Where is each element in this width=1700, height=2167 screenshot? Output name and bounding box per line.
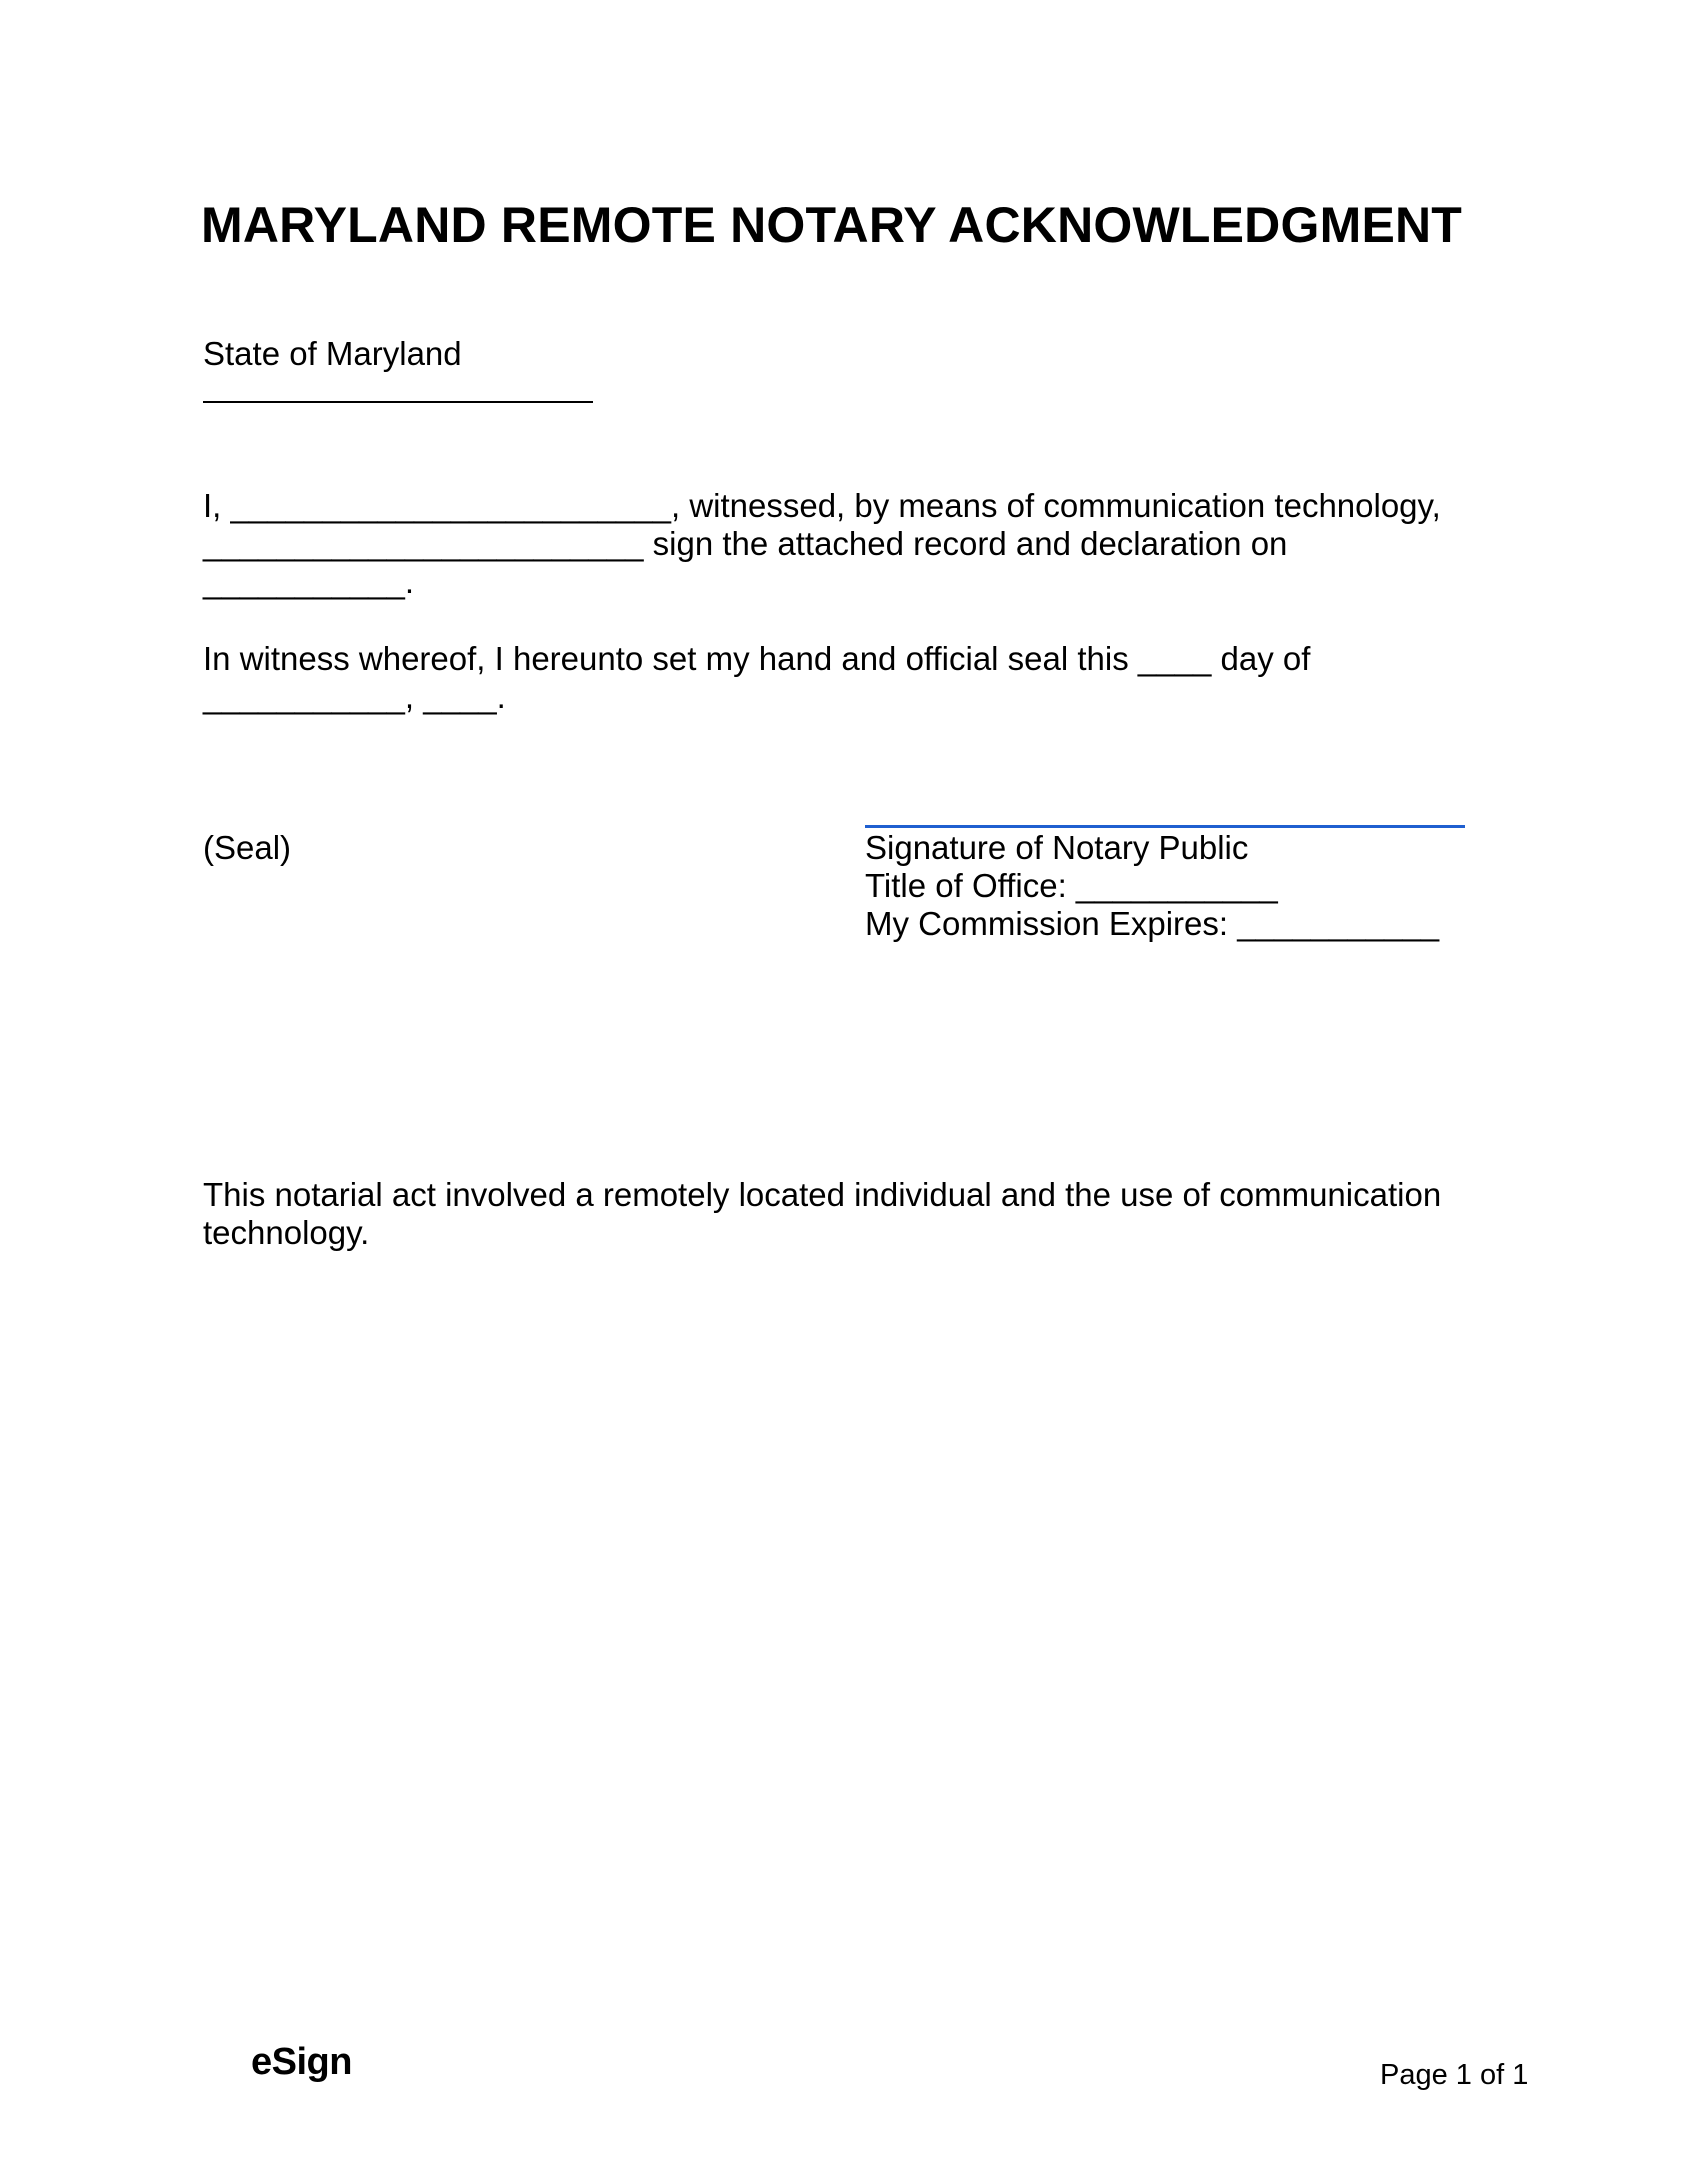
remote-notice-line1: This notarial act involved a remotely located individual and the use of communication bbox=[203, 1176, 1442, 1213]
seal-label: (Seal) bbox=[203, 829, 292, 866]
county-blank-line bbox=[203, 401, 593, 403]
signature-line bbox=[865, 825, 1465, 828]
esign-logo: eSign bbox=[251, 2041, 352, 2083]
state-label: State of Maryland bbox=[203, 335, 462, 372]
remote-notice-line2: technology. bbox=[203, 1214, 370, 1251]
paragraph2-line1: In witness whereof, I hereunto set my hand and official seal this ____ day of bbox=[203, 640, 1311, 677]
paragraph2-line2: ___________, ____. bbox=[203, 678, 506, 715]
paragraph1-line3: ___________. bbox=[203, 563, 415, 600]
signature-label: Signature of Notary Public bbox=[865, 829, 1249, 866]
page-number: Page 1 of 1 bbox=[1380, 2059, 1529, 2091]
title-of-office: Title of Office: ___________ bbox=[865, 867, 1278, 904]
commission-expires: My Commission Expires: ___________ bbox=[865, 905, 1440, 942]
paragraph1-line1: I, ________________________, witnessed, by means of communication technology, bbox=[203, 487, 1441, 524]
document-title: MARYLAND REMOTE NOTARY ACKNOWLEDGMENT bbox=[201, 197, 1463, 253]
paragraph1-line2: ________________________ sign the attached record and declaration on bbox=[203, 525, 1288, 562]
